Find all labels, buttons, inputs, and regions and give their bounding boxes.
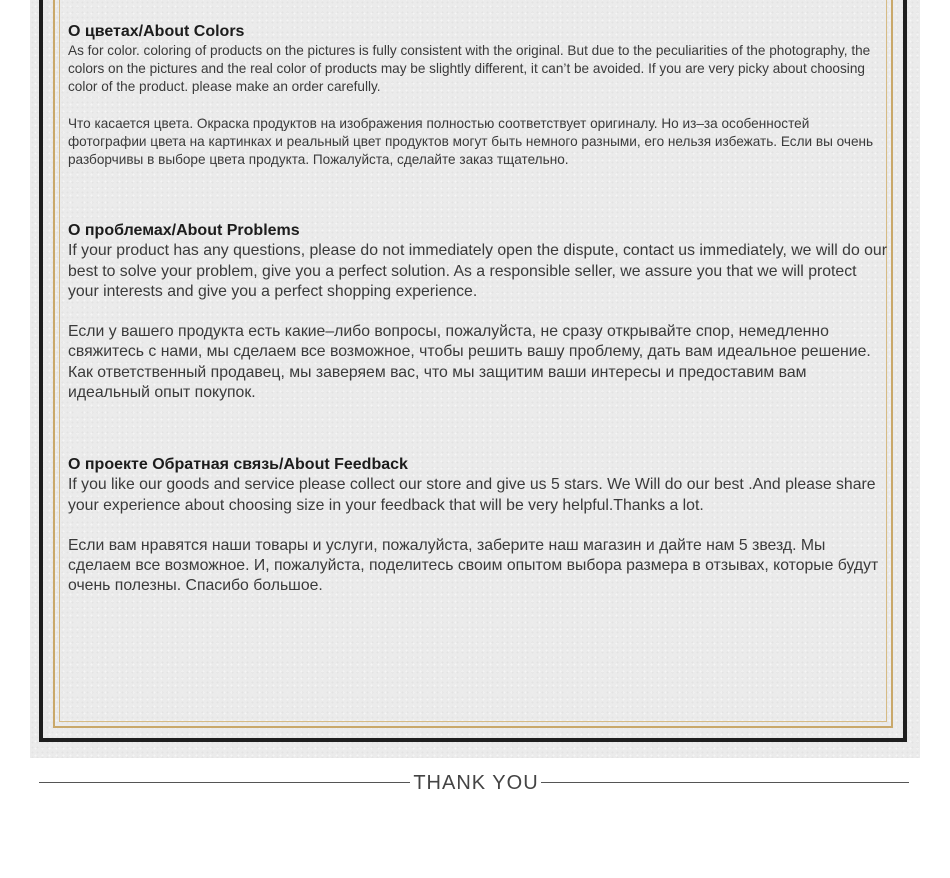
notice-content (68, 22, 888, 597)
divider-line-right (541, 782, 909, 783)
feedback-text-english: If you like our goods and service please collect our store and give us 5 stars. We Will do our best .And please share your experience about choosing size in your feedback that will be very helpful.Thanks a lot. (68, 476, 876, 514)
colors-text-russian: Что касается цвета. Окраска продуктов на изображения полностью соответствует оригиналу. Но из–за особенностей фотографии цвета на картинках и реальный цвет продуктов могут быть немного разными, его нельзя избежать. Если вы очень разборчивы в выборе цвета продукта. Пожалуйста, сделайте заказ тщательно. (68, 115, 874, 168)
section-about-feedback (68, 455, 888, 596)
problems-text-english: If your product has any questions, please do not immediately open the dispute, contact us immediately, we will do our best to solve your problem, give you a perfect solution. As a responsible seller, we assure you that we will protect your interests and give you a perfect shopping experience. (68, 242, 887, 300)
section-about-colors (68, 22, 888, 169)
divider-line-left (39, 782, 410, 783)
feedback-text-russian: Если вам нравятся наши товары и услуги, пожалуйста, заберите наш магазин и дайте нам 5 звезд. Мы сделаем все возможное. И, пожалуйста, поделитесь своим опытом выбора размера в отзывах, которые будут очень полезны. Спасибо большое. (68, 536, 879, 595)
problems-text-russian: Если у вашего продукта есть какие–либо вопросы, пожалуйста, не сразу открывайте спор, немедленно свяжитесь с нами, мы сделаем все возможное, чтобы решить вашу проблему, дать вам идеальное решение. Как ответственный продавец, мы заверяем вас, что мы защитим ваши интересы и предоставим вам идеальный опыт покупок. (68, 323, 871, 401)
thank-you-text: THANK YOU (413, 772, 539, 794)
colors-text-english: As for color. coloring of products on the pictures is fully consistent with the original. But due to the peculiarities of the photography, the colors on the pictures and the real color of products may be slightly different, it can’t be avoided. If you are very picky about choosing color of the product. please make an order carefully. (68, 43, 871, 95)
section-title-problems: О проблемах/About Problems (68, 222, 300, 240)
thank-you-footer (39, 770, 909, 796)
section-title-colors: О цветах/About Colors (68, 23, 245, 40)
section-about-problems (68, 221, 888, 403)
section-title-feedback: О проекте Обратная связь/About Feedback (68, 456, 408, 474)
